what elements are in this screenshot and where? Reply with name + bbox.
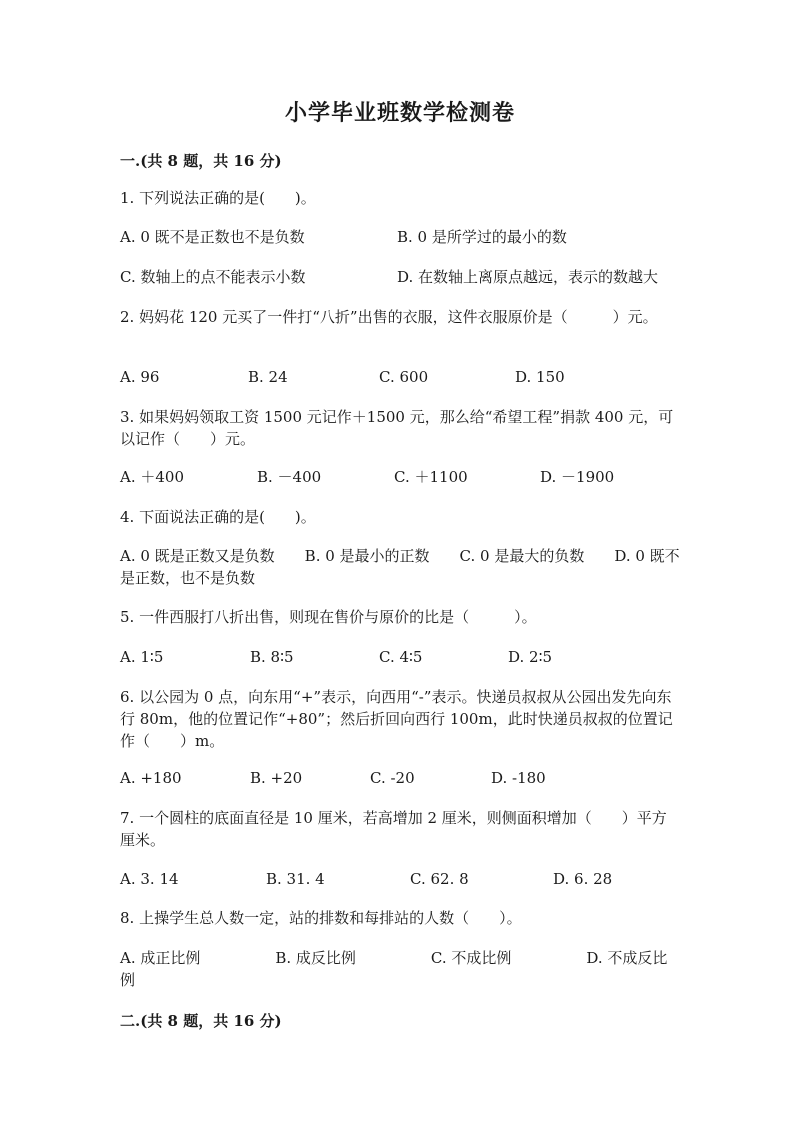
question-1-options-2 <box>120 266 680 288</box>
question-5-option-c: C. 4∶5 <box>379 648 423 666</box>
question-3-option-b: B. －400 <box>257 468 322 486</box>
question-1-option-d: D. 在数轴上离原点越远，表示的数越大 <box>397 268 659 286</box>
question-4-options: A. 0 既是正数又是负数 B. 0 是最小的正数 C. 0 是最大的负数 D. 0 既不是正数，也不是负数 <box>120 547 680 587</box>
question-7-option-b: B. 31. 4 <box>266 870 325 888</box>
question-1-option-b: B. 0 是所学过的最小的数 <box>397 228 567 246</box>
page-title: 小学毕业班数学检测卷 <box>284 100 515 126</box>
question-7-option-d: D. 6. 28 <box>553 870 613 888</box>
question-3-options <box>120 466 680 488</box>
section-heading-1: 一.(共 8 题，共 16 分) <box>120 152 282 170</box>
question-6-option-a: A. +180 <box>120 769 182 787</box>
question-1-stem: 1. 下列说法正确的是( )。 <box>120 189 316 207</box>
question-2-option-d: D. 150 <box>515 368 565 386</box>
question-7-options <box>120 868 680 890</box>
question-6-option-c: C. -20 <box>370 769 415 787</box>
question-1-options <box>120 226 680 248</box>
question-2-stem: 2. 妈妈花 120 元买了一件打“八折”出售的衣服，这件衣服原价是（ ）元。 <box>120 308 658 326</box>
question-3-option-d: D. －1900 <box>540 468 615 486</box>
question-5-option-d: D. 2∶5 <box>508 648 553 666</box>
question-1-option-a: A. 0 既不是正数也不是负数 <box>120 228 305 246</box>
question-7-stem: 7. 一个圆柱的底面直径是 10 厘米，若高增加 2 厘米，则侧面积增加（ ）平方厘米。 <box>120 809 667 849</box>
question-2-options <box>120 366 680 388</box>
question-1-option-c: C. 数轴上的点不能表示小数 <box>120 268 306 286</box>
question-3-option-a: A. ＋400 <box>120 468 184 486</box>
question-8-options: A. 成正比例 B. 成反比例 C. 不成比例 D. 不成反比例 <box>120 949 668 989</box>
question-7-option-c: C. 62. 8 <box>410 870 469 888</box>
question-7-option-a: A. 3. 14 <box>120 870 179 888</box>
question-6-option-d: D. -180 <box>491 769 546 787</box>
question-2-option-a: A. 96 <box>120 368 160 386</box>
question-4-stem: 4. 下面说法正确的是( )。 <box>120 508 316 526</box>
question-3-stem: 3. 如果妈妈领取工资 1500 元记作＋1500 元，那么给“希望工程”捐款 400 元，可以记作（ ）元。 <box>120 408 674 448</box>
question-5-option-a: A. 1∶5 <box>120 648 164 666</box>
question-2-option-b: B. 24 <box>248 368 288 386</box>
question-6-option-b: B. +20 <box>250 769 303 787</box>
question-5-stem: 5. 一件西服打八折出售，则现在售价与原价的比是（ ）。 <box>120 608 537 626</box>
question-8-stem: 8. 上操学生总人数一定，站的排数和每排站的人数（ ）。 <box>120 909 522 927</box>
question-5-options <box>120 646 680 668</box>
section-heading-2: 二.(共 8 题，共 16 分) <box>120 1012 282 1030</box>
question-6-stem: 6. 以公园为 0 点，向东用“+”表示，向西用“-”表示。快递员叔叔从公园出发先向东行 80m，他的位置记作“+80”；然后折回向西行 100m，此时快递员叔叔的位置记作（ ）m。 <box>120 688 673 750</box>
question-6-options <box>120 767 680 789</box>
question-5-option-b: B. 8∶5 <box>250 648 294 666</box>
question-3-option-c: C. ＋1100 <box>394 468 468 486</box>
question-2-option-c: C. 600 <box>379 368 429 386</box>
